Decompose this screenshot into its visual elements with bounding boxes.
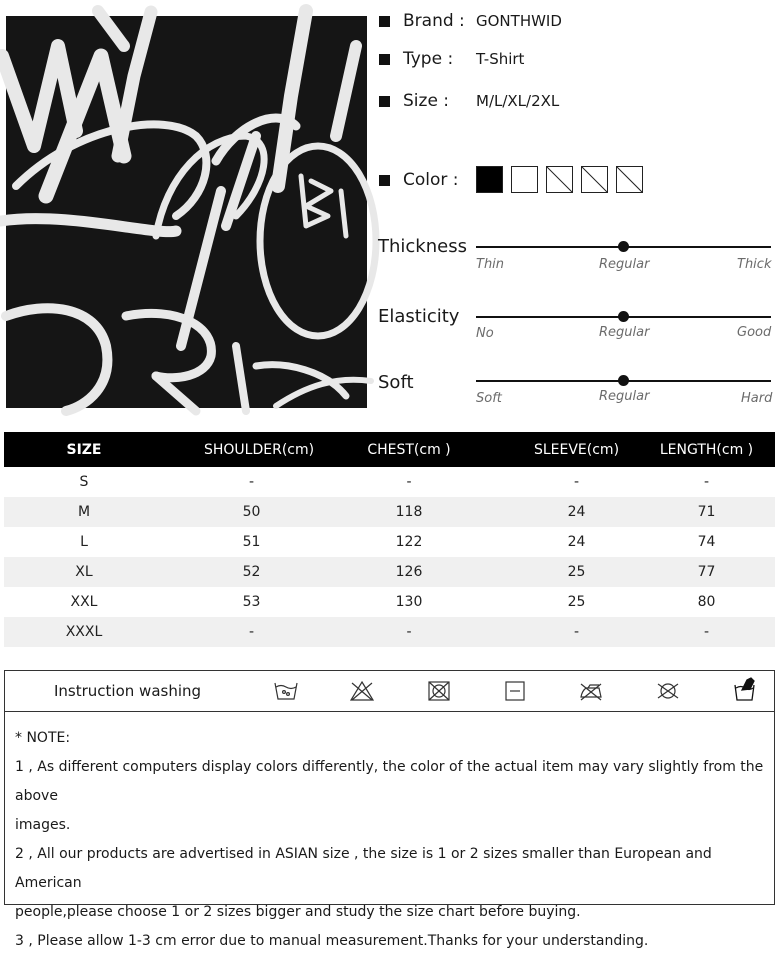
header-size: SIZE <box>66 441 102 458</box>
spec-color-label: Color : <box>403 170 459 190</box>
header-length: LENGTH(cm ) <box>659 441 754 458</box>
flat-dry-icon <box>502 679 528 703</box>
table-cell: S <box>79 474 89 490</box>
elasticity-tick-high: Good <box>737 325 772 340</box>
elasticity-tick-low: No <box>476 326 494 341</box>
note-line: 3 , Please allow 1-3 cm error due to manual measurement.Thanks for your understanding. <box>15 933 649 949</box>
spec-type <box>379 48 525 70</box>
table-cell: - <box>406 474 412 490</box>
elasticity-tick-mid: Regular <box>599 325 650 340</box>
soft-tick-low: Soft <box>476 391 502 406</box>
table-cell: 24 <box>567 504 586 520</box>
table-row <box>4 467 775 497</box>
spec-color <box>379 169 487 191</box>
bullet-square-icon <box>379 175 390 186</box>
table-cell: - <box>406 624 412 640</box>
hand-wash-bucket-icon <box>732 675 758 699</box>
size-chart-table <box>4 432 775 647</box>
thickness-tick-mid: Regular <box>599 257 650 272</box>
soft-scale <box>476 380 771 382</box>
table-cell: - <box>703 624 710 640</box>
table-cell: L <box>80 534 88 550</box>
no-dry-clean-icon <box>655 679 681 703</box>
thickness-scale-marker <box>618 241 629 252</box>
bullet-square-icon <box>379 54 390 65</box>
thickness-tick-low: Thin <box>476 257 505 272</box>
spec-type-value: T-Shirt <box>476 50 525 68</box>
table-cell: 71 <box>697 504 716 520</box>
soft-label: Soft <box>378 372 414 393</box>
note-line: images. <box>15 817 71 833</box>
table-cell: XXL <box>70 594 98 610</box>
soft-tick-mid: Regular <box>599 389 650 404</box>
thickness-scale <box>476 246 771 248</box>
spec-brand-value: GONTHWID <box>476 12 562 30</box>
color-swatch-empty[interactable] <box>546 166 573 193</box>
color-swatch-empty[interactable] <box>581 166 608 193</box>
color-swatches <box>476 166 643 193</box>
table-cell: 25 <box>567 594 586 610</box>
table-cell: - <box>703 474 710 490</box>
elasticity-scale <box>476 316 771 318</box>
table-cell: 53 <box>242 594 261 610</box>
soft-tick-high: Hard <box>741 391 773 406</box>
table-row <box>4 587 775 617</box>
no-tumble-dry-icon <box>426 679 452 703</box>
table-cell: XXXL <box>65 624 103 640</box>
table-cell: 50 <box>242 504 261 520</box>
soft-scale-marker <box>618 375 629 386</box>
table-cell: 118 <box>395 504 423 520</box>
bullet-square-icon <box>379 16 390 27</box>
table-cell: 80 <box>697 594 716 610</box>
elasticity-scale-marker <box>618 311 629 322</box>
washing-title: Instruction washing <box>54 682 202 700</box>
table-row <box>4 617 775 647</box>
fabric-photo <box>6 16 367 408</box>
no-bleach-icon <box>349 679 375 703</box>
thickness-label: Thickness <box>378 236 467 257</box>
spec-type-label: Type : <box>403 49 454 69</box>
table-cell: - <box>573 474 580 490</box>
header-sleeve: SLEEVE(cm) <box>533 441 620 458</box>
color-swatch-white[interactable] <box>511 166 538 193</box>
table-cell: 130 <box>395 594 423 610</box>
header-chest: CHEST(cm ) <box>367 441 451 458</box>
note-line: 2 , All our products are advertised in ASIAN size , the size is 1 or 2 sizes smaller than European and American <box>15 846 712 891</box>
table-cell: 25 <box>567 564 586 580</box>
note-line: people,please choose 1 or 2 sizes bigger and study the size chart before buying. <box>15 904 581 920</box>
spec-size-value: M/L/XL/2XL <box>476 92 560 110</box>
table-cell: 51 <box>242 534 261 550</box>
notes-section <box>5 712 774 956</box>
bullet-square-icon <box>379 96 390 107</box>
table-cell: - <box>573 624 580 640</box>
table-cell: 77 <box>697 564 716 580</box>
table-cell: XL <box>75 564 93 580</box>
table-cell: 122 <box>395 534 423 550</box>
notes-heading: * NOTE: <box>15 730 71 746</box>
spec-brand-label: Brand : <box>403 11 465 31</box>
table-cell: M <box>77 504 91 520</box>
spec-size <box>379 90 560 112</box>
spec-size-label: Size : <box>403 91 450 111</box>
table-cell: - <box>248 624 255 640</box>
color-swatch-black[interactable] <box>476 166 503 193</box>
table-cell: 74 <box>697 534 716 550</box>
no-iron-icon <box>578 679 604 703</box>
table-row <box>4 527 775 557</box>
hand-wash-icon <box>273 679 299 703</box>
elasticity-label: Elasticity <box>378 306 460 327</box>
thickness-tick-high: Thick <box>737 257 772 272</box>
table-cell: 52 <box>242 564 261 580</box>
table-row <box>4 497 775 527</box>
washing-instructions-box <box>4 670 775 949</box>
size-chart-header <box>4 432 775 467</box>
washing-icons-row <box>5 671 774 712</box>
spec-brand <box>379 10 562 32</box>
table-cell: 24 <box>567 534 586 550</box>
table-row <box>4 557 775 587</box>
table-cell: - <box>248 474 255 490</box>
header-shoulder: SHOULDER(cm) <box>204 441 315 458</box>
color-swatch-empty[interactable] <box>616 166 643 193</box>
note-line: 1 , As different computers display colors differently, the color of the actual item may vary slightly from the above <box>15 759 764 804</box>
table-cell: 126 <box>395 564 423 580</box>
